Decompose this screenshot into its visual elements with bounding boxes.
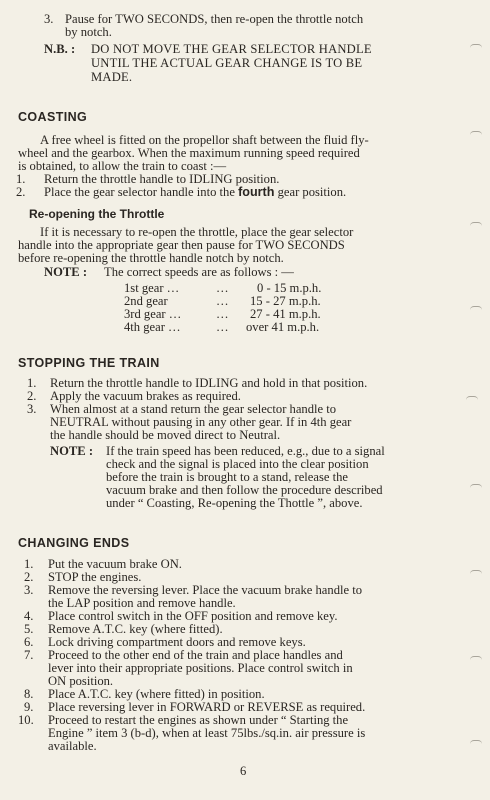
nb-warning: MADE. xyxy=(91,70,133,84)
step-text: by notch. xyxy=(65,25,112,39)
paragraph-line: wheel and the gearbox. When the maximum running speed required xyxy=(18,146,360,160)
note-label: NOTE : xyxy=(50,444,94,458)
nb-warning: UNTIL THE ACTUAL GEAR CHANGE IS TO BE xyxy=(91,56,363,70)
step-number: 5. xyxy=(24,622,34,636)
step-text: Proceed to the other end of the train and place handles and xyxy=(48,648,343,662)
step-text: STOP the engines. xyxy=(48,570,142,584)
speed-range: over 41 m.p.h. xyxy=(246,320,320,334)
speed-gear: 2nd gear xyxy=(124,294,168,308)
step-text: lever into their appropriate positions. Place control switch in xyxy=(48,661,353,675)
paragraph-line: A free wheel is fitted on the propellor shaft between the fluid fly- xyxy=(40,133,369,147)
section-heading-stopping: STOPPING THE TRAIN xyxy=(18,356,160,370)
speed-gear: 1st gear … xyxy=(124,281,180,295)
margin-mark xyxy=(470,306,482,310)
note-text: The correct speeds are as follows : — xyxy=(104,265,294,279)
margin-mark xyxy=(470,131,482,135)
speed-gear: 4th gear … xyxy=(124,320,181,334)
step-text: When almost at a stand return the gear selector handle to xyxy=(50,402,337,416)
step-text: Pause for TWO SECONDS, then re-open the throttle notch xyxy=(65,12,364,26)
step-number: 2. xyxy=(24,570,34,584)
speed-dots: … xyxy=(216,281,229,295)
step-text: Put the vacuum brake ON. xyxy=(48,557,182,571)
margin-mark xyxy=(470,44,482,48)
speed-range: 0 - 15 m.p.h. xyxy=(257,281,322,295)
step-number: 3. xyxy=(27,402,37,416)
note-label: NOTE : xyxy=(44,265,88,279)
step-number: 3. xyxy=(44,12,54,26)
step-text: NEUTRAL without pausing in any other gear. If in 4th gear xyxy=(50,415,352,429)
step-text xyxy=(44,186,346,199)
step-text: Remove the reversing lever. Place the vacuum brake handle to xyxy=(48,583,363,597)
step-text: the handle should be moved direct to Neutral. xyxy=(50,428,281,442)
margin-mark xyxy=(470,222,482,226)
note-text: vacuum brake and then follow the procedure described xyxy=(106,483,383,497)
paragraph-line: before re-opening the throttle handle notch by notch. xyxy=(18,251,284,265)
margin-mark xyxy=(466,396,478,400)
step-text: Apply the vacuum brakes as required. xyxy=(50,389,241,403)
speed-dots: … xyxy=(216,294,229,308)
note-text: under “ Coasting, Re-opening the Thottle ”, above. xyxy=(106,496,363,510)
text-run: Place the gear selector handle into the xyxy=(44,185,239,199)
step-number: 10. xyxy=(18,713,34,727)
paragraph-line: handle into the appropriate gear then pause for TWO SECONDS xyxy=(18,238,345,252)
step-text: Place reversing lever in FORWARD or REVERSE as required. xyxy=(48,700,366,714)
speed-dots: … xyxy=(216,320,229,334)
margin-mark xyxy=(470,656,482,660)
text-run: gear position. xyxy=(274,185,347,199)
speed-range: 27 - 41 m.p.h. xyxy=(250,307,321,321)
speed-gear: 3rd gear … xyxy=(124,307,182,321)
step-number: 8. xyxy=(24,687,34,701)
step-number: 9. xyxy=(24,700,34,714)
note-text: If the train speed has been reduced, e.g., due to a signal xyxy=(106,444,385,458)
step-number: 4. xyxy=(24,609,34,623)
page-number: 6 xyxy=(240,764,247,778)
step-text: available. xyxy=(48,739,97,753)
note-text: check and the signal is placed into the clear position xyxy=(106,457,369,471)
step-text: the LAP position and remove handle. xyxy=(48,596,236,610)
step-number: 2. xyxy=(16,185,26,199)
paragraph-line: If it is necessary to re-open the throttle, place the gear selector xyxy=(40,225,354,239)
margin-mark xyxy=(470,740,482,744)
step-text: Proceed to restart the engines as shown under “ Starting the xyxy=(48,713,349,727)
step-number: 3. xyxy=(24,583,34,597)
step-text: Engine ” item 3 (b-d), when at least 75lbs./sq.in. air pressure is xyxy=(48,726,366,740)
step-number: 6. xyxy=(24,635,34,649)
step-number: 1. xyxy=(27,376,37,390)
emphasis-fourth: fourth xyxy=(238,185,275,199)
step-number: 1. xyxy=(16,172,26,186)
margin-mark xyxy=(470,570,482,574)
speed-range: 15 - 27 m.p.h. xyxy=(250,294,321,308)
margin-mark xyxy=(470,484,482,488)
step-number: 7. xyxy=(24,648,34,662)
step-text: Return the throttle handle to IDLING and hold in that position. xyxy=(50,376,368,390)
step-number: 2. xyxy=(27,389,37,403)
step-number: 1. xyxy=(24,557,34,571)
nb-label: N.B. : xyxy=(44,42,76,56)
nb-warning: DO NOT MOVE THE GEAR SELECTOR HANDLE xyxy=(91,42,372,56)
section-heading-coasting: COASTING xyxy=(18,110,88,124)
step-text: ON position. xyxy=(48,674,114,688)
paragraph-line: is obtained, to allow the train to coast :— xyxy=(18,159,227,173)
step-text: Return the throttle handle to IDLING position. xyxy=(44,172,280,186)
speed-dots: … xyxy=(216,307,229,321)
step-text: Place control switch in the OFF position and remove key. xyxy=(48,609,338,623)
note-text: before the train is brought to a stand, release the xyxy=(106,470,348,484)
step-text: Lock driving compartment doors and remove keys. xyxy=(48,635,306,649)
step-text: Remove A.T.C. key (where fitted). xyxy=(48,622,223,636)
step-text: Place A.T.C. key (where fitted) in position. xyxy=(48,687,265,701)
section-heading-changing-ends: CHANGING ENDS xyxy=(18,536,130,550)
subsection-heading-reopening: Re-opening the Throttle xyxy=(29,207,165,221)
